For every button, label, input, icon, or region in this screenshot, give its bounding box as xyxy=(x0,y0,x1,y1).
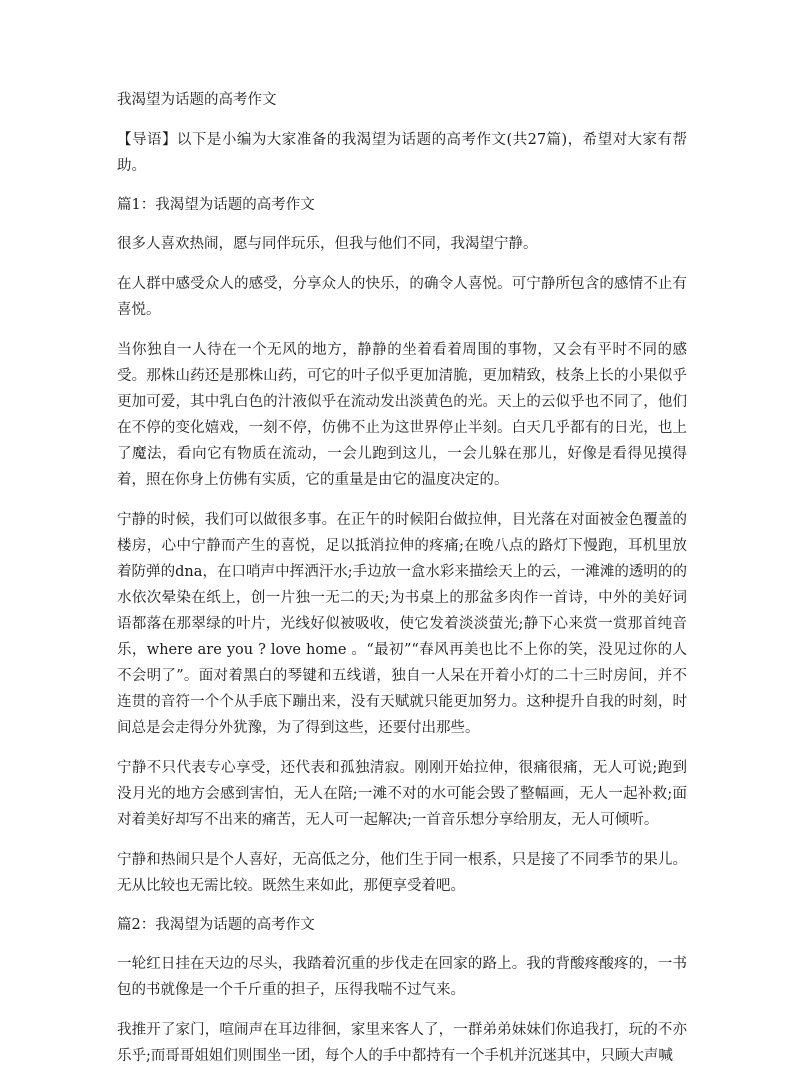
paragraph: 我推开了家门，喧闹声在耳边徘徊，家里来客人了，一群弟弟妹妹们你追我打，玩的不亦乐乎;而哥哥姐姐们则围坐一团，每个人的手中都持有一个手机并沉迷其中，只顾大声喊 xyxy=(117,1022,687,1064)
section-heading: 篇2：我渴望为话题的高考作文 xyxy=(117,917,315,933)
paragraph: 很多人喜欢热闹，愿与同伴玩乐，但我与他们不同，我渴望宁静。 xyxy=(117,236,538,252)
document-page xyxy=(117,88,687,1083)
essay-section-1 xyxy=(117,193,687,899)
intro-paragraph: 【导语】以下是小编为大家准备的我渴望为话题的高考作文(共27篇)，希望对大家有帮助。 xyxy=(117,132,687,174)
paragraph: 当你独自一人待在一个无风的地方，静静的坐着看着周围的事物，又会有平时不同的感受。那株山药还是那株山药，可它的叶子似乎更加清脆，更加精致，枝条上长的小果似乎更加可爱，其中乳白色的汁液似乎在流动发出淡黄色的光。天上的云似乎也不同了，他们在不停的变化嬉戏，一刻不停，仿佛不止为这世界停止半刻。白天几乎都有的日光，也上了魔法，看向它有物质在流动，一会儿跑到这儿，一会儿躲在那儿，好像是看得见摸得着，照在你身上仿佛有实质，它的重量是由它的温度决定的。 xyxy=(117,342,687,488)
paragraph: 宁静的时候，我们可以做很多事。在正午的时候阳台做拉伸，目光落在对面被金色覆盖的楼房，心中宁静而产生的喜悦，足以抵消拉伸的疼痛;在晚八点的路灯下慢跑，耳机里放着防弹的dna，在口哨声中挥洒汗水;手边放一盒水彩来描绘天上的云，一滩滩的透明的的水依次晕染在纸上，创一片独一无二的天;为书桌上的那盆多肉作一首诗，中外的美好词语都落在那翠绿的叶片，光线好似被吸收，使它发着淡淡萤光;静下心来赏一赏那首纯音乐，where are you ? love home 。“最初”“春风再美也比不上你的笑，没见过你的人不会明了”。面对着黑白的琴键和五线谱，独自一人呆在开着小灯的二十三时房间，并不连贯的音符一个个从手底下蹦出来，没有天赋就只能更加努力。这种提升自我的时刻，时间总是会走得分外犹豫，为了得到这些，还要付出那些。 xyxy=(117,512,687,736)
document-title: 我渴望为话题的高考作文 xyxy=(117,92,277,108)
paragraph: 一轮红日挂在天边的尽头，我踏着沉重的步伐走在回家的路上。我的背酸疼酸疼的，一书包的书就像是一个千斤重的担子，压得我喘不过气来。 xyxy=(117,956,687,998)
paragraph: 在人群中感受众人的感受，分享众人的快乐，的确令人喜悦。可宁静所包含的感情不止有喜悦。 xyxy=(117,276,687,318)
section-heading: 篇1：我渴望为话题的高考作文 xyxy=(117,197,315,213)
paragraph: 宁静不只代表专心享受，还代表和孤独清寂。刚刚开始拉伸，很痛很痛，无人可说;跑到没月光的地方会感到害怕，无人在陪;一滩不对的水可能会毁了整幅画，无人一起补救;面对着美好却写不出来的痛苦，无人可一起解决;一首音乐想分享给朋友，无人可倾听。 xyxy=(117,760,687,828)
essay-section-2 xyxy=(117,913,687,1069)
paragraph: 宁静和热闹只是个人喜好，无高低之分，他们生于同一根系，只是接了不同季节的果儿。无从比较也无需比较。既然生来如此，那便享受着吧。 xyxy=(117,852,687,894)
